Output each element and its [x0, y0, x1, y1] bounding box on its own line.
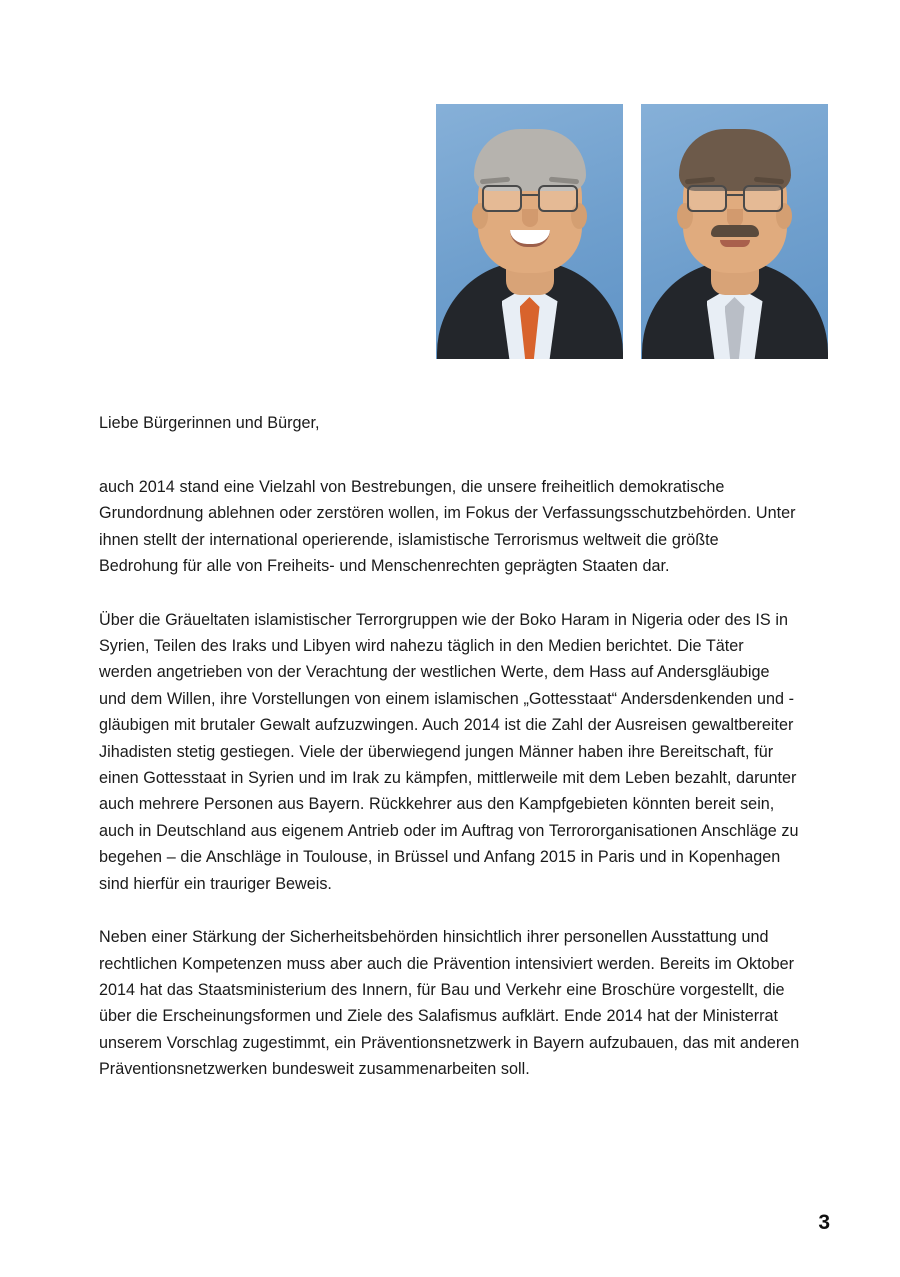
- portrait-moustache-right: [711, 225, 759, 237]
- portrait-row: [436, 104, 828, 359]
- glasses-bridge-2: [725, 194, 745, 196]
- portrait-glasses-right: [687, 185, 783, 209]
- page-number: 3: [818, 1211, 830, 1234]
- portrait-photo-right: [641, 104, 828, 359]
- glasses-lens-left-2: [687, 185, 727, 212]
- portrait-photo-left: [436, 104, 623, 359]
- glasses-lens-right-2: [743, 185, 783, 212]
- paragraph-1: auch 2014 stand eine Vielzahl von Bestrebungen, die unsere freiheitlich demokratische Grundordnung ablehnen oder zerstören wollen, im Fokus der Verfassungsschutzbehörden. Unter ihnen stellt der international operierende, islamistische Terrorismus weltweit die größte Bedrohung für alle von Freiheits- und Menschenrechten geprägten Staaten dar.: [99, 478, 796, 576]
- glasses-lens-left: [482, 185, 522, 212]
- letter-body: [99, 410, 801, 1083]
- portrait-nose-left: [522, 209, 538, 227]
- salutation: Liebe Bürgerinnen und Bürger,: [99, 414, 320, 432]
- paragraph-2: Über die Gräueltaten islamistischer Terrorgruppen wie der Boko Haram in Nigeria oder des IS in Syrien, Teilen des Iraks und Libyen wird nahezu täglich in den Medien berichtet. Die Täter werden angetrieben von der Verachtung der westlichen Werte, dem Hass auf Andersgläubige und dem Willen, ihre Vorstellungen von einem islamischen „Gottesstaat“ Andersdenkenden und -gläubigen mit brutaler Gewalt aufzuzwingen. Auch 2014 ist die Zahl der Ausreisen gewaltbereiter Jihadisten stetig gestiegen. Viele der überwiegend jungen Männer haben ihre Bereitschaft, für einen Gottesstaat in Syrien und im Irak zu kämpfen, mittlerweile mit dem Leben bezahlt, darunter auch mehrere Personen aus Bayern. Rückkehrer aus den Kampfgebieten könnten bereit sein, auch in Deutschland aus eigenem Antrieb oder im Auftrag von Terrororganisationen Anschläge zu begehen – die Anschläge in Toulouse, in Brüssel und Anfang 2015 in Paris und in Kopenhagen sind hierfür ein trauriger Beweis.: [99, 610, 799, 893]
- paragraph-3: Neben einer Stärkung der Sicherheitsbehörden hinsichtlich ihrer personellen Ausstattung und rechtlichen Kompetenzen muss aber auch die Prävention intensiviert werden. Bereits im Oktober 2014 hat das Staatsministerium des Innern, für Bau und Verkehr eine Broschüre vorgestellt, die über die Erscheinungsformen und Ziele des Salafismus aufklärt. Ende 2014 hat der Ministerrat unserem Vorschlag zugestimmt, ein Präventionsnetzwerk in Bayern aufzubauen, das mit anderen Präventionsnetzwerken bundesweit zusammenarbeiten soll.: [99, 928, 800, 1079]
- portrait-glasses-left: [482, 185, 578, 209]
- glasses-bridge: [520, 194, 540, 196]
- glasses-lens-right: [538, 185, 578, 212]
- portrait-mouth-right: [720, 240, 750, 247]
